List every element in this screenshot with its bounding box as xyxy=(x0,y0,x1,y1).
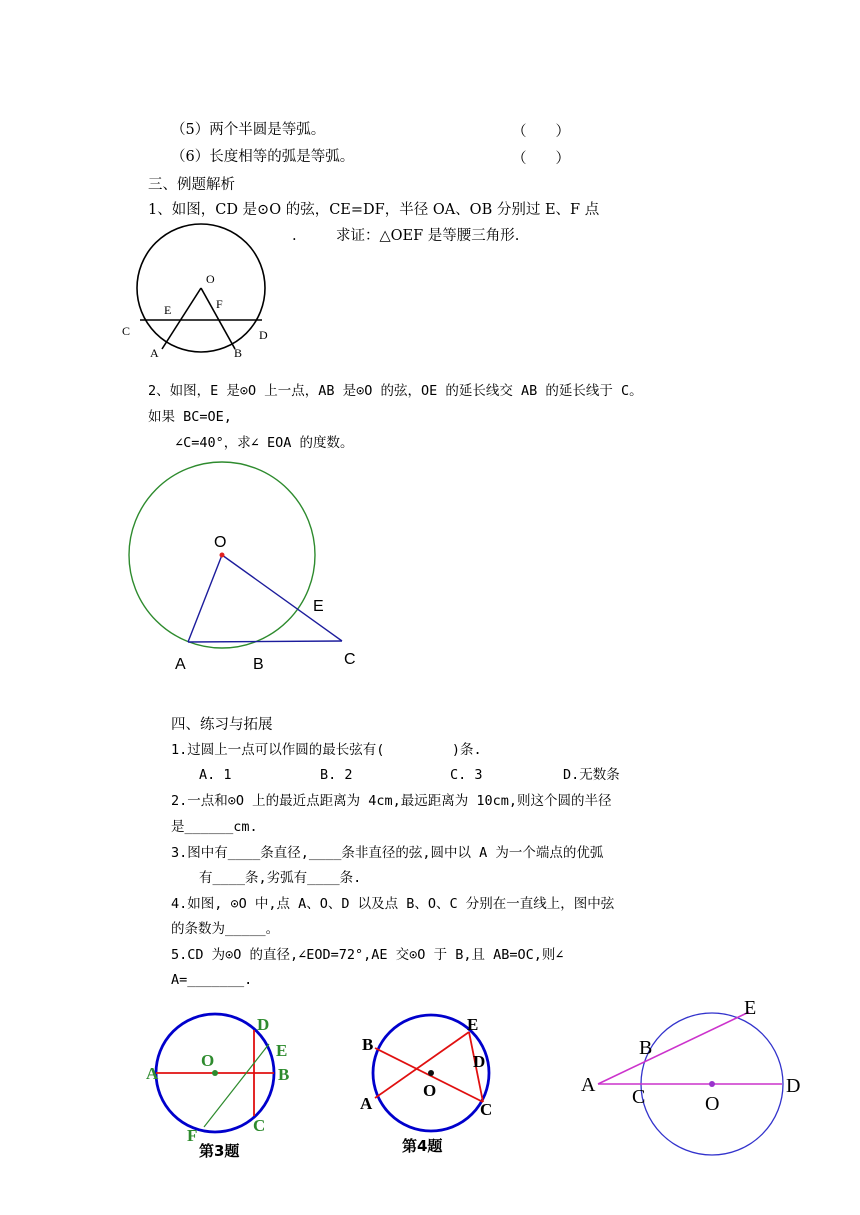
practice-q5-line1: 5.CD 为⊙O 的直径,∠EOD=72°,AE 交⊙O 于 B,且 AB=OC,则∠ xyxy=(171,947,564,963)
ex2-label-B: B xyxy=(253,656,264,673)
example2-line3: ∠C=40°，求∠ EOA 的度数。 xyxy=(175,435,354,451)
fig5-label-C: C xyxy=(632,1086,646,1108)
fig5-label-A: A xyxy=(581,1074,596,1096)
fig3-label-D: D xyxy=(257,1015,270,1034)
example2-line1: 2、如图，E 是⊙O 上一点，AB 是⊙O 的弦，OE 的延长线交 AB 的延长线于 C。 xyxy=(148,383,643,399)
item-6-answer-paren: （ ） xyxy=(512,151,570,167)
ex2-label-C: C xyxy=(344,651,356,668)
ex2-label-O: O xyxy=(214,534,227,551)
practice-q1-option-c: C. 3 xyxy=(450,767,483,783)
practice-q2-line2: 是______cm. xyxy=(171,819,258,835)
fig5-label-D: D xyxy=(786,1075,801,1097)
fig4-label-D: D xyxy=(473,1052,486,1071)
practice-q3-line2: 有____条,劣弧有____条. xyxy=(199,870,362,886)
ex1-label-O: O xyxy=(206,272,215,286)
figure-q4 xyxy=(358,1010,508,1160)
practice-q4-line2: 的条数为_____。 xyxy=(171,921,280,937)
practice-q3-line1: 3.图中有____条直径,____条非直径的弦,圆中以 A 为一个端点的优弧 xyxy=(171,845,604,861)
fig3-label-E: E xyxy=(276,1041,288,1060)
example1-figure xyxy=(118,225,278,360)
ex2-label-E: E xyxy=(313,598,324,615)
fig4-label-C: C xyxy=(480,1100,493,1119)
fig4-label-B: B xyxy=(362,1035,374,1054)
practice-q1-option-a: A. 1 xyxy=(199,767,232,783)
fig5-label-E: E xyxy=(744,997,757,1019)
example1-line2: 求证：△OEF 是等腰三角形. xyxy=(336,228,520,244)
practice-q1: 1.过圆上一点可以作圆的最长弦有( )条. xyxy=(171,742,482,758)
ex2-label-A: A xyxy=(175,656,186,673)
ex1-label-D: D xyxy=(259,328,268,342)
example1-dot: . xyxy=(292,228,297,244)
practice-q2-line1: 2.一点和⊙O 上的最近点距离为 4cm,最远距离为 10cm,则这个圆的半径 xyxy=(171,793,612,809)
ex1-label-C: C xyxy=(122,324,131,338)
item-6: （6）长度相等的弧是等弧。 xyxy=(171,149,355,165)
fig4-label-E: E xyxy=(467,1015,479,1034)
fig4-label-O: O xyxy=(423,1081,437,1100)
practice-q4-line1: 4.如图, ⊙O 中,点 A、O、D 以及点 B、O、C 分别在一直线上，图中弦 xyxy=(171,896,615,912)
figure-q5 xyxy=(578,990,808,1165)
example2-figure xyxy=(120,465,380,675)
example1-line1: 1、如图，CD 是⊙O 的弦，CE=DF，半径 OA、OB 分别过 E、F 点 xyxy=(148,202,600,218)
fig3-caption: 第3题 xyxy=(199,1142,240,1160)
fig3-label-B: B xyxy=(278,1065,290,1084)
ex1-label-A: A xyxy=(150,346,159,360)
fig3-label-A: A xyxy=(146,1064,159,1083)
practice-q5-line2: A=_______. xyxy=(171,972,253,988)
practice-q1-option-b: B. 2 xyxy=(320,767,353,783)
fig5-label-B: B xyxy=(639,1037,653,1059)
figure-q3 xyxy=(143,1010,313,1160)
fig3-label-F: F xyxy=(187,1126,198,1145)
example2-line2: 如果 BC=OE, xyxy=(148,409,232,425)
fig4-caption: 第4题 xyxy=(402,1137,443,1155)
fig5-label-O: O xyxy=(705,1093,720,1115)
item-5-answer-paren: （ ） xyxy=(512,124,570,140)
section4-title: 四、练习与拓展 xyxy=(171,717,273,733)
ex1-label-F: F xyxy=(216,297,223,311)
item-5: （5）两个半圆是等弧。 xyxy=(171,122,326,138)
fig3-label-O: O xyxy=(201,1051,215,1070)
ex1-label-E: E xyxy=(164,303,172,317)
fig3-label-C: C xyxy=(253,1116,266,1135)
section3-title: 三、例题解析 xyxy=(148,177,235,193)
ex1-label-B: B xyxy=(234,346,243,360)
fig4-label-A: A xyxy=(360,1094,373,1113)
practice-q1-option-d: D.无数条 xyxy=(563,767,620,783)
